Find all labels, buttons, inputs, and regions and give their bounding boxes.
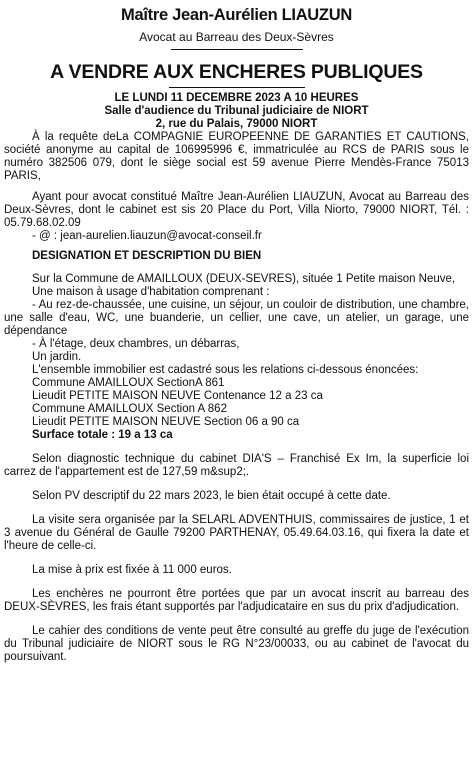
- sale-date: LE LUNDI 11 DECEMBRE 2023 A 10 HEURES: [114, 92, 359, 104]
- spacer: [4, 442, 469, 453]
- parcel-2-commune: Commune AMAILLOUX Section A 862: [32, 403, 227, 415]
- designation-upper-floor: - À l'étage, deux chambres, un débarras,: [32, 338, 240, 350]
- header-divider: [171, 49, 303, 50]
- designation-heading: DESIGNATION ET DESCRIPTION DU BIEN: [32, 250, 262, 262]
- spacer: [4, 479, 469, 490]
- sale-room: Salle d'audience du Tribunal judiciaire de NIORT: [104, 105, 369, 117]
- spacer: [4, 577, 469, 588]
- total-surface: Surface totale : 19 a 13 ca: [32, 429, 173, 441]
- spacer: [4, 183, 469, 191]
- sale-info: [4, 92, 469, 131]
- cadastre-intro: L'ensemble immobilier est cadastré sous les relations ci-dessous énoncées:: [32, 364, 419, 376]
- sale-address: 2, rue du Palais, 79000 NIORT: [155, 118, 318, 130]
- spacer: [4, 503, 469, 514]
- spacer: [4, 263, 469, 273]
- spacer: [4, 243, 469, 250]
- designation-ground-floor: - Au rez-de-chaussée, une cuisine, un séjour, un couloir de distribution, une chambre, une salle d'eau, WC, une buanderie, un cellier, une cave, un atelier, un garage, une dépendance: [4, 299, 469, 337]
- reserve-price-paragraph: La mise à prix est fixée à 11 000 euros.: [32, 564, 232, 576]
- lawyer-name: Maître Jean-Aurélien LIAUZUN: [121, 6, 352, 24]
- visit-paragraph: La visite sera organisée par la SELARL ADVENTHUIS, commissaires de justice, 1 et 3 avenue du Général de Gaulle 79200 PARTHENAY, 05.49.64.03.16, qui fixera la date et l'heure de celle-ci.: [4, 514, 469, 552]
- spacer: [4, 553, 469, 564]
- requester-paragraph: À la requête deLa COMPAGNIE EUROPEENNE DE GARANTIES ET CAUTIONS, société anonyme au capital de 106995996 €, immatriculée au RCS de PARIS sous le numéro 382506 079, dont le siège social est 59 avenue Pierre Mendès-France 75013 PARIS,: [4, 131, 469, 182]
- designation-intro: Sur la Commune de AMAILLOUX (DEUX-SEVRES), située 1 Petite maison Neuve,: [32, 273, 456, 285]
- bids-paragraph: Les enchères ne pourront être portées que par un avocat inscrit au barreau des DEUX-SÈVRES, les frais étant supportés par l'adjudicataire en sus du prix d'adjudication.: [4, 588, 469, 613]
- legal-notice: [0, 5, 473, 784]
- notice-title: A VENDRE AUX ENCHERES PUBLIQUES: [50, 61, 423, 83]
- parcel-1-lieudit: Lieudit PETITE MAISON NEUVE Contenance 12 a 23 ca: [32, 390, 323, 402]
- counsel-paragraph: Ayant pour avocat constitué Maître Jean-Aurélien LIAUZUN, Avocat au Barreau des Deux-Sèvres, dont le cabinet est sis 20 Place du Port, Villa Niorto, 79000 NIORT, Tél. : 05.79.68.02.09: [4, 191, 469, 229]
- notice-body: [4, 131, 469, 664]
- counsel-email: - @ : jean-aurelien.liauzun@avocat-conseil.fr: [32, 230, 262, 242]
- spacer: [4, 614, 469, 625]
- parcel-1-commune: Commune AMAILLOUX SectionA 861: [32, 377, 225, 389]
- pv-paragraph: Selon PV descriptif du 22 mars 2023, le bien était occupé à cette date.: [32, 490, 391, 502]
- designation-house: Une maison à usage d'habitation comprenant :: [32, 286, 270, 298]
- designation-garden: Un jardin.: [32, 351, 82, 363]
- diagnostic-paragraph: Selon diagnostic technique du cabinet DIA'S – Franchisé Ex Im, la superficie loi carrez de l'appartement est de 127,59 m&sup2;.: [4, 453, 469, 478]
- title-divider: [169, 87, 305, 88]
- lawyer-title: Avocat au Barreau des Deux-Sèvres: [139, 30, 334, 44]
- cahier-paragraph: Le cahier des conditions de vente peut être consulté au greffe du juge de l'exécution du Tribunal judiciaire de NIORT sous le RG N°23/00033, ou au cabinet de l'avocat du poursuivant.: [4, 625, 469, 663]
- parcel-2-lieudit: Lieudit PETITE MAISON NEUVE Section 06 a 90 ca: [32, 416, 300, 428]
